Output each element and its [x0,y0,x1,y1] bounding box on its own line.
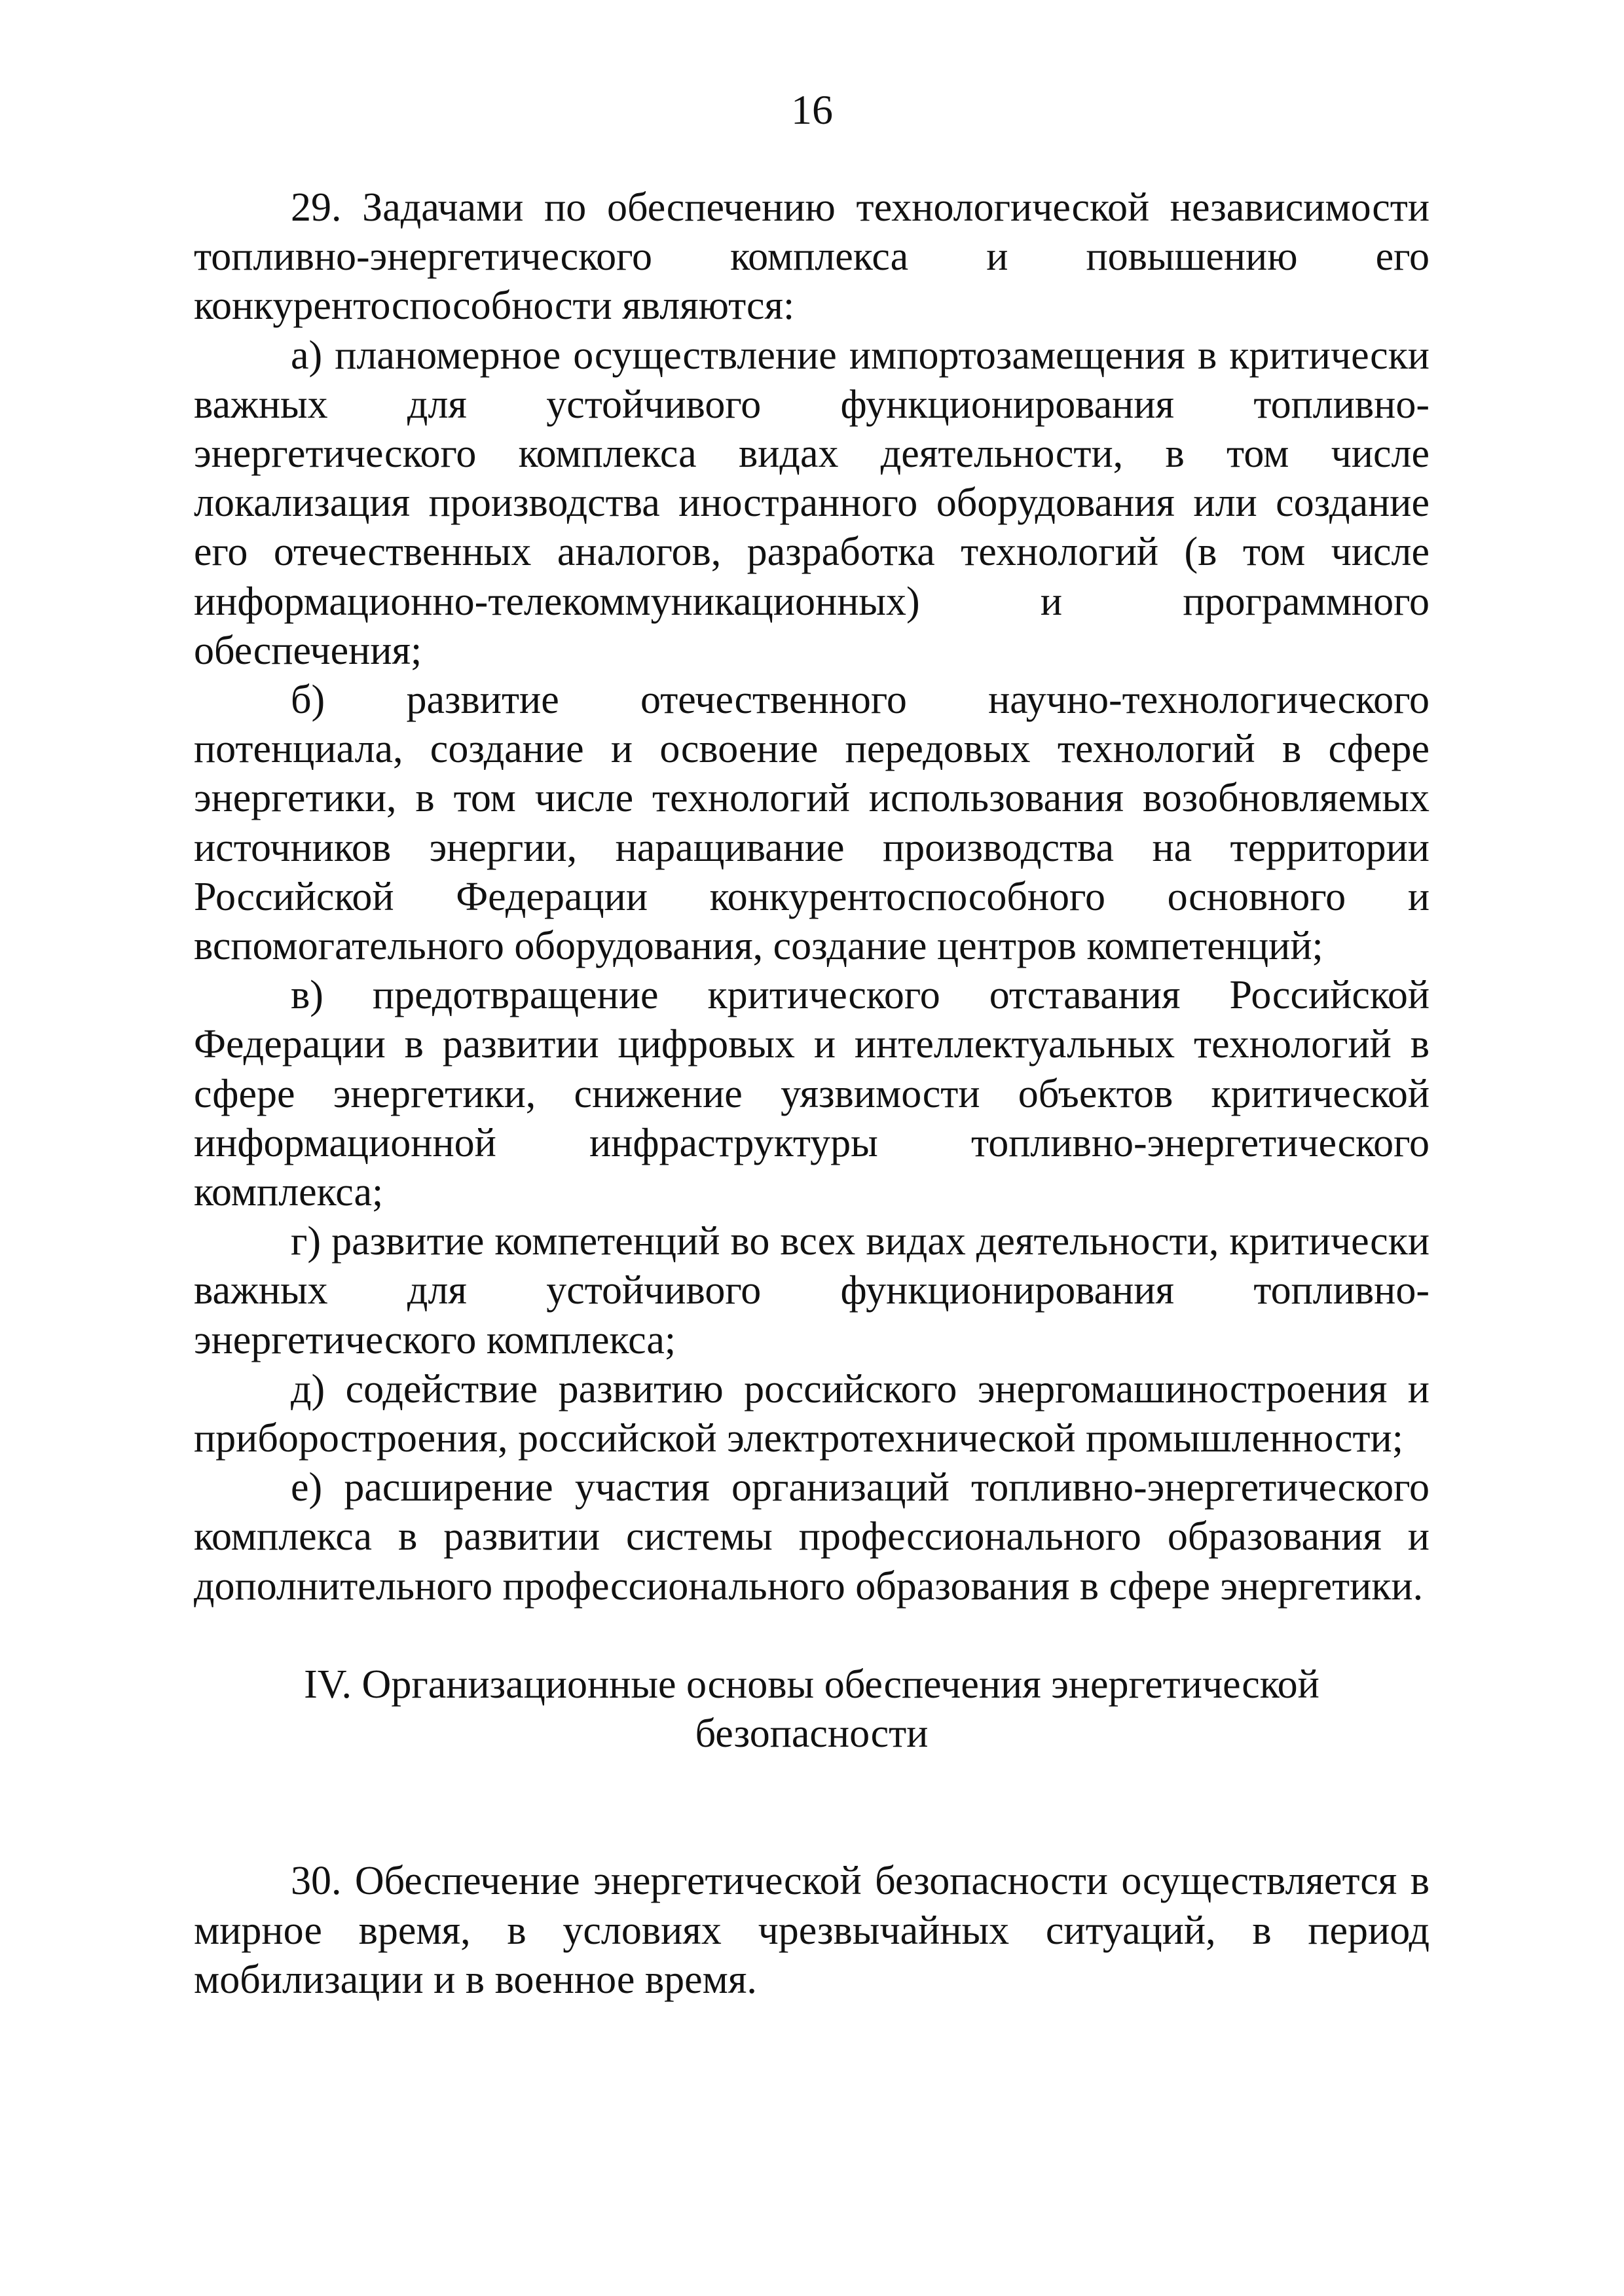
paragraph-29: 29. Задачами по обеспечению технологической независимости топливно-энергетического комплекса и повышению его конкурентоспособности являются: [194,185,1430,329]
section-heading [194,1611,1430,1857]
paragraph-29-b: б) развитие отечественного научно-технологического потенциала, создание и освоение передовых технологий в сфере энергетики, в том числе технологий использования возобновляемых источников энергии, наращивание производства на территории Российской Федерации конкурентоспособного основного и вспомогательного оборудования, создание центров компетенций; [194,678,1430,969]
page-number: 16 [791,86,833,133]
paragraph-29-d: д) содействие развитию российского энергомашиностроения и приборостроения, российской электротехнической промышленности; [194,1366,1430,1461]
paragraph-29-v: в) предотвращение критического отставания Российской Федерации в развитии цифровых и интеллектуальных технологий в сфере энергетики, снижение уязвимости объектов критической информационной инфраструктуры топливно-энергетического комплекса; [194,973,1430,1215]
paragraph-29-e: е) расширение участия организаций топливно-энергетического комплекса в развитии системы профессионального образования и дополнительного профессионального образования в сфере энергетики. [194,1465,1430,1609]
section-heading-line-2: безопасности [695,1711,929,1757]
section-heading-line-1: IV. Организационные основы обеспечения энергетической [304,1662,1320,1707]
paragraph-29-a: а) планомерное осуществление импортозамещения в критически важных для устойчивого функционирования топливно-энергетического комплекса видах деятельности, в том числе локализация производства иностранного оборудования или создание его отечественных аналогов, разработка технологий (в том числе информационно-телекоммуникационных) и программного обеспечения; [194,333,1430,673]
paragraph-29-g: г) развитие компетенций во всех видах деятельности, критически важных для устойчивого функционирования топливно-энергетического комплекса; [194,1219,1430,1362]
document-body [194,183,1430,2005]
paragraph-30: 30. Обеспечение энергетической безопасности осуществляется в мирное время, в условиях чрезвычайных ситуаций, в период мобилизации и в военное время. [194,1859,1430,2002]
